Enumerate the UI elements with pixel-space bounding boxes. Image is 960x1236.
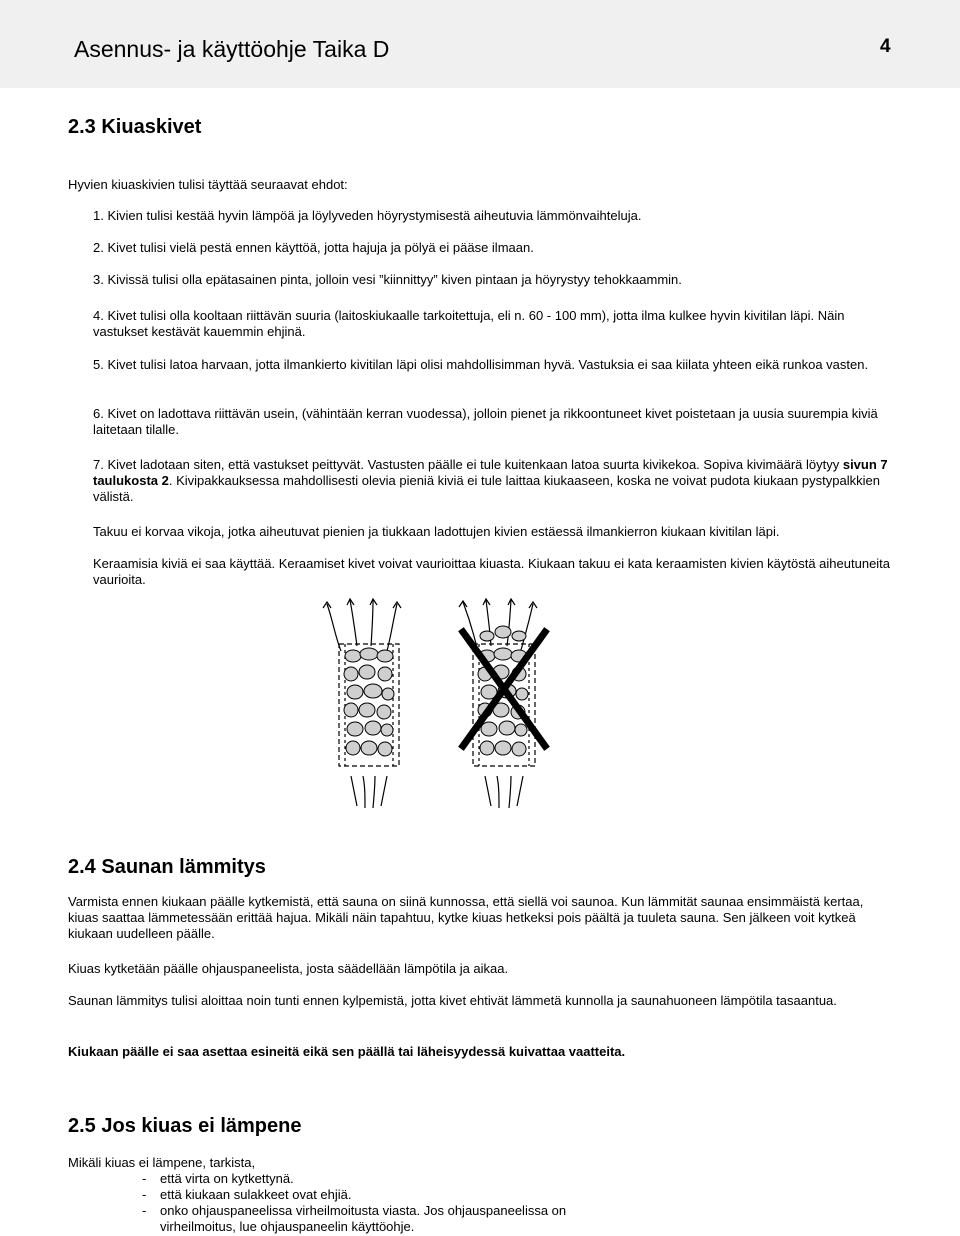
list-item: 3. Kivissä tulisi olla epätasainen pinta, jolloin vesi ”kiinnittyy” kiven pintaan ja höyrystyy tehokkaammin. bbox=[93, 272, 682, 287]
page-header bbox=[0, 0, 960, 88]
warning-text: Kiukaan päälle ei saa asettaa esineitä eikä sen päällä tai läheisyydessä kuivattaa vaatteita. bbox=[68, 1044, 626, 1059]
table-reference: sivun 7 taulukosta 2 bbox=[93, 457, 888, 488]
section-intro: Hyvien kiuaskivien tulisi täyttää seuraavat ehdot: bbox=[68, 177, 348, 192]
section-heading-kiuaskivet: 2.3 Kiuaskivet bbox=[68, 116, 202, 138]
list-item: 6. Kivet on ladottava riittävän usein, (vähintään kerran vuodessa), jolloin pienet ja rikkoontuneet kivet poistetaan ja uusia suurempia kiviä laitetaan tilalle. bbox=[93, 406, 878, 437]
list-item: että kiukaan sulakkeet ovat ehjiä. bbox=[160, 1187, 352, 1202]
bullet-dash: - bbox=[142, 1187, 147, 1202]
bullet-dash: - bbox=[142, 1203, 147, 1218]
warranty-note: Takuu ei korvaa vikoja, jotka aiheutuvat pienien ja tiukkaan ladottujen kivien estäessä ilmankierron kiukaan kivitilan läpi. bbox=[93, 524, 780, 539]
paragraph: Varmista ennen kiukaan päälle kytkemistä, että sauna on siinä kunnossa, että siellä voi saunoa. Kun lämmität saunaa ensimmäistä kertaa, kiuas saattaa lämmetessään erittää hajua. Mikäli näin tapahtuu, kytke kiuas hetkeksi pois päältä ja tuuleta sauna. Sen jälkeen voit kytkeä kiukaan uudelleen päälle. bbox=[68, 894, 864, 941]
bullet-dash: - bbox=[142, 1171, 147, 1186]
list-item: 1. Kivien tulisi kestää hyvin lämpöä ja löylyveden höyrystymisestä aiheutuvia lämmönvaihteluja. bbox=[93, 208, 642, 223]
list-item: 7. Kivet ladotaan siten, että vastukset peittyvät. Vastusten päälle ei tule kuitenkaan latoa suurta kivikekoa. Sopiva kivimäärä löytyy sivun 7 taulukosta 2. Kivipakkauksessa mahdollisesti olevia pieniä kiviä ei tule laittaa kiukaaseen, koska ne voivat pudota kiukaan pystypalkkien välistä. bbox=[93, 457, 888, 504]
list-item: 2. Kivet tulisi vielä pestä ennen käyttöä, jotta hajuja ja pölyä ei pääse ilmaan. bbox=[93, 240, 534, 255]
list-item: että virta on kytkettynä. bbox=[160, 1171, 294, 1186]
section-heading-saunan-lammitys: 2.4 Saunan lämmitys bbox=[68, 856, 266, 878]
page-number: 4 bbox=[880, 36, 891, 57]
stone-stacking-illustration bbox=[305, 596, 565, 816]
ceramic-stones-note: Keraamisia kiviä ei saa käyttää. Keraamiset kivet voivat vaurioittaa kiuasta. Kiukaan takuu ei kata keraamisten kivien käytöstä aiheutuneita vaurioita. bbox=[93, 556, 891, 587]
paragraph: Saunan lämmitys tulisi aloittaa noin tunti ennen kylpemistä, jotta kivet ehtivät lämmetä kunnolla ja saunahuoneen lämpötila tasaantua. bbox=[68, 993, 837, 1008]
section-intro: Mikäli kiuas ei lämpene, tarkista, bbox=[68, 1155, 256, 1170]
paragraph: Kiuas kytketään päälle ohjauspaneelista, josta säädellään lämpötila ja aikaa. bbox=[68, 961, 509, 976]
document-title: Asennus- ja käyttöohje Taika D bbox=[74, 36, 390, 62]
list-item: 5. Kivet tulisi latoa harvaan, jotta ilmankierto kivitilan läpi olisi mahdollisimman hyvä. Vastuksia ei saa kiilata yhteen eikä runkoa vasten. bbox=[93, 357, 869, 372]
section-heading-jos-kiuas-ei-lampene: 2.5 Jos kiuas ei lämpene bbox=[68, 1115, 302, 1137]
list-item: 4. Kivet tulisi olla kooltaan riittävän suuria (laitoskiukaalle tarkoitettuja, eli n. 60 - 100 mm), jotta ilma kulkee hyvin kivitilan läpi. Näin vastukset kestävät kauemmin ehjinä. bbox=[93, 308, 845, 339]
list-item: onko ohjauspaneelissa virheilmoitusta viasta. Jos ohjauspaneelissa on virheilmoitus, lue ohjauspaneelin käyttöohje. bbox=[160, 1203, 567, 1234]
